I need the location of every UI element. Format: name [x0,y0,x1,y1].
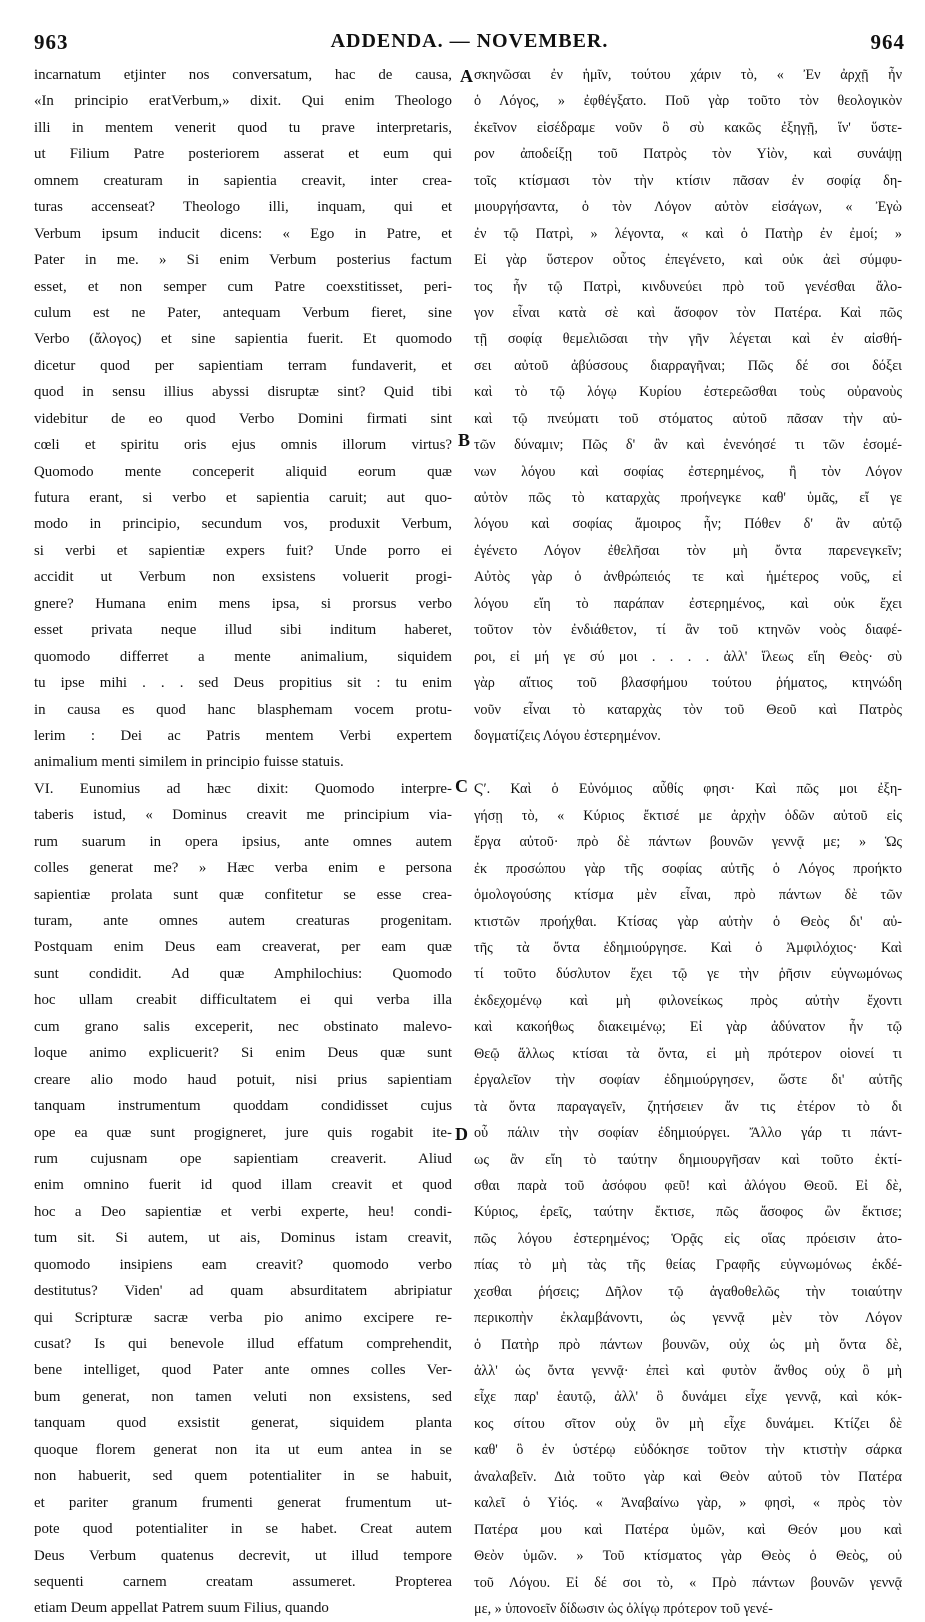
text-line: Verbo (ἄλογος) et sine sapientia fuerit. Et quomodo [34,331,452,348]
text-line: τὰ ὄντα παραγαγεῖν, ζητήσειεν ἄν τις ἐτέρον τὸ δι [474,1098,902,1115]
text-line: ope ea quæ sunt progigneret, jure quis rogabit ite- [34,1124,452,1141]
text-line: νοῦν εἶναι τὸ καταρχὰς τὸν τοῦ Θεοῦ καὶ Πατρὸς [474,701,902,718]
text-line: ὁ Λόγος, » ἐφθέγξατο. Ποῦ γὰρ τοῦτο τὸν θεολογικὸν [474,93,902,110]
text-line: πῶς λόγου ἐστερημένος; Ὁρᾷς εἰς οἵας πρόεισιν ἀτο- [474,1230,902,1247]
text-line: τί τοῦτο δύσλυτον ἔχει τῷ γε τὴν ῥῆσιν εὐγνωμόνως [474,966,902,983]
text-line: pote quod potentialiter in se habet. Creat autem [34,1521,452,1538]
text-line: περικοπὴν ἐκλαμβάνοντι, ὡς γεννᾷ μὲν τὸν Λόγον [474,1310,902,1327]
text-line: quoque florem generat non ita ut eum antea in se [34,1441,452,1458]
text-line: animalium menti similem in principio fuisse statuis. [34,754,344,771]
text-line: καλεῖ ὁ Υἱός. « Ἀναβαίνω γὰρ, » φησὶ, « πρὸς τὸν [474,1495,902,1512]
text-line: Verbum ipsum inducit dicens: « Ego in Patre, et [34,225,452,242]
text-line: κτιστῶν προήχθαι. Κτίσας γὰρ αὐτὴν ὁ Θεὸς δι' αὐ- [474,913,902,930]
text-line: tum sit. Si autem, ut ais, Dominus istam creavit, [34,1230,452,1247]
text-line: in causa es quod hanc blasphemam vocem protu- [34,701,452,718]
greek-column [474,62,902,1622]
text-line: colles generat me? » Hæc verba enim e persona [34,860,452,877]
latin-paragraph-1 [34,62,452,776]
text-line: γήσῃ τὸ, « Κύριος ἔκτισέ με ἀρχὴν ὁδῶν αὐτοῦ εἰς [474,807,902,824]
text-line: Postquam enim Deus eam creaverat, per eam quæ [34,939,452,956]
text-line: ἐκδεχομένῳ καὶ μὴ φιλονείκως πρὸς αὐτὴν ἔχοντι [474,992,902,1009]
text-line: ως ἂν εἴη τὸ ταύτην δημιουργῆσαν καὶ τοῦτο ἐκτί- [474,1151,902,1168]
text-line: σει αὐτοῦ ἀβύσσους διαρραγῆναι; Πῶς δέ σοι δόξει [474,357,902,374]
text-line: πίας τὸ μὴ τὰς τῆς θείας Γραφῆς εὐγνωμόνως ἐκδέ- [474,1257,902,1274]
text-line: «In principio eratVerbum,» dixit. Qui enim Theologo [34,93,452,110]
text-line: ut Filium Patre posteriorem asserat et eum qui [34,146,452,163]
text-line: loque animo explicuerit? Si enim Deus quæ sunt [34,1045,452,1062]
page-number-right: 964 [870,30,905,54]
text-line: ἐν τῷ Πατρὶ, » λέγοντα, « καὶ ὁ Πατὴρ ἐν ἐμοί; » [474,225,902,242]
text-line: Κύριος, ἐρεῖς, ταύτην ἔκτισε, πῶς ἄσοφος ὢν ἔκτισε; [474,1204,902,1221]
text-line: lerim : Dei ac Patris mentem Verbi expertem [34,727,452,744]
text-line: καὶ τῷ πνεύματι τοῦ στόματος αὐτοῦ πᾶσαν τὴν αὐ- [474,410,902,427]
text-line: accidit ut Verbum non exsistens voluerit progi- [34,569,452,586]
page-number-left: 963 [34,30,69,54]
text-line: τῇ σοφίᾳ θεμελιῶσαι τὴν γῆν λέγεται καὶ ἐν αἰσθή- [474,331,902,348]
text-line: Deus Verbum quatenus decrevit, ut illud tempore [34,1547,452,1564]
margin-marker-c: C [455,776,468,796]
text-line: esset privata neque illud sibi inditum haberet, [34,622,452,639]
text-line: hoc ullam creabit difficultatem ei qui verba illa [34,992,452,1009]
margin-marker-b: B [458,430,471,450]
text-line: quomodo insipiens eam creavit? quomodo verbo [34,1256,452,1273]
text-line: Πατέρα μου καὶ Πατέρα ὑμῶν, καὶ Θεόν μου καὶ [474,1521,902,1538]
text-line: κος σίτου σῖτον οὐχ ὃν μὴ εἶχε δυνάμει. Κτίζει δὲ [474,1415,902,1432]
text-line: με, » ὑπονοεῖν δίδωσιν ὡς ὀλίγῳ πρότερον τοῦ γενέ- [474,1600,773,1617]
text-line: destitutus? Viden' ad quam absurditatem abripiatur [34,1283,452,1300]
text-line: gnere? Humana enim mens ipsa, si prorsus verbo [34,595,452,612]
text-line: καὶ κακοήθως διακειμένῳ; Εἰ γὰρ ἀδύνατον ἦν τῷ [474,1019,902,1036]
text-line: Εἰ γὰρ ὕστερον οὗτος ἐπεγένετο, καὶ οὐκ ἀεὶ σύμφυ- [474,252,902,269]
text-line: taberis istud, « Dominus creavit me principium via- [34,807,452,824]
text-line: tanquam quod exsistit generat, siquidem planta [34,1415,452,1432]
text-line: τῆς τὰ ὄντα ἐδημιούργησε. Καὶ ὁ Ἀμφιλόχιος· Καὶ [474,940,902,956]
text-line: sapientiæ prolata sunt quæ confitetur se esse crea- [34,886,452,903]
text-line: cusat? Is qui benevole illud effatum comprehendit, [34,1336,452,1352]
text-line: si verbi et sapientiæ expers fuit? Unde porro ei [34,542,452,559]
text-line: videbitur de eo quod Verbo Domini firmati sint [34,410,452,427]
text-line: μιουργήσαντα, ὁ τὸν Λόγον αὐτὸν εἰσάγων, « Ἐγὼ [474,199,902,216]
text-line: bene intelliget, quod Pater ante omnes colles Ver- [34,1362,452,1379]
text-line: sequenti carnem creatam assumeret. Propterea [34,1573,452,1590]
text-line: ἀλλ' ὡς ὄντα γεννᾷ· ἐπεὶ καὶ φυτὸν ἄνθος οὐχ ὃ μὴ [474,1363,902,1379]
text-line: ἔργα αὐτοῦ· πρὸ δὲ πάντων βουνῶν γεννᾷ με; » Ὡς [474,834,902,851]
text-line: rum suarum in opera ipsius, ante omnes autem [34,833,452,850]
text-line: εἶχε παρ' ἑαυτῷ, ἀλλ' ὃ δυνάμει εἶχε γεννᾷ, καὶ κόκ- [474,1389,902,1406]
text-line: incarnatum etjinter nos conversatum, hac de causa, [34,67,452,83]
text-line: τοῖς κτίσμασι τὸν τὴν κτίσιν πᾶσαν ἐν σοφίᾳ δη- [474,172,902,189]
text-line: ὁμολογούσης κτίσμα μὲν εἶναι, πρὸ πάντων δὲ τῶν [474,887,902,904]
text-line: et pariter granum frumenti generat frumentum ut- [34,1494,452,1511]
text-line: tu ipse mihi . . . sed Deus propitius sit : tu enim [34,675,452,692]
text-line: cœli et spiritu oris ejus omnis illorum virtus? [34,437,452,454]
text-line: ρον ἀποδείξῃ τοῦ Πατρὸς τὸν Υἱὸν, καὶ συνάψῃ [474,146,902,163]
text-line: τοῦ Λόγου. Εἰ δέ σοι τὸ, « Πρὸ πάντων βουνῶν γεννᾷ [474,1574,902,1591]
paragraph-gap [474,749,902,776]
text-line: καθ' ὃ ἐν ὑστέρῳ εὐδόκησε τοῦτον τὴν κτιστὴν σάρκα [474,1442,902,1459]
text-line: enim omnino fuerit id quod illam creavit et quod [34,1177,452,1194]
text-line: σκηνῶσαι ἐν ἡμῖν, τούτου χάριν τὸ, « Ἐν ἀρχῇ ἦν [474,67,902,83]
text-line: σθαι παρὰ τοῦ ἀσόφου φεῦ! καὶ ἀλόγου Θεοῦ. Εἰ δὲ, [474,1177,902,1194]
text-line: rum cujusnam ope sapientiam creaverit. Aliud [34,1150,452,1167]
text-line: δογματίζεις Λόγου ἐστερημένον. [474,727,661,744]
latin-paragraph-2 [34,776,452,1622]
text-line: bum generat, non tamen veluti non exsistens, sed [34,1388,452,1405]
text-line: tanquam instrumentum quoddam condidisset cujus [34,1098,452,1115]
running-header [34,30,905,60]
text-line: ἀναλαβεῖν. Διὰ τοῦτο γὰρ καὶ Θεὸν αὐτοῦ τὸν Πατέρα [474,1468,902,1485]
text-line: Θεῷ ἄλλως κτίσαι τὰ ὄντα, εἰ μὴ πρότερον οἱονεί τι [474,1045,902,1062]
text-line: λόγου καὶ σοφίας ἄμοιρος ἦν; Πόθεν δ' ἂν αὐτῷ [474,516,902,533]
text-line: Pater in me. » Si enim Verbum posterius factum [34,252,452,269]
text-line: illi in mentem venerit quod tu prave interpretaris, [34,119,452,136]
greek-paragraph-1 [474,62,902,749]
text-line: hoc a Deo sapientiæ et verbi experte, heu! condi- [34,1203,452,1220]
text-line: ροι, εἰ μή γε σύ μοι . . . . ἀλλ' ἵλεως εἴη Θεὸς· σὺ [474,648,902,665]
text-line: creare alio modo haud potuit, nisi prius sapientiam [34,1071,452,1088]
text-line: γον εἶναι κατὰ σὲ καὶ ἄσοφον τὸν Πατέρα. Καὶ πῶς [474,304,902,321]
text-line: cum grano salis exceperit, nec obstinato malevo- [34,1018,452,1035]
latin-column [34,62,452,1622]
text-line: αὐτὸν πῶς τὸ καταρχὰς προήνεγκε καθ' ὑμᾶς, εἴ γε [474,490,902,506]
text-line: Quomodo mente conceperit aliquid eorum quæ [34,463,452,480]
text-line: τος ἦν τῷ Πατρὶ, κινδυνεύει πρὸ τοῦ γενέσθαι ἄλο- [474,278,902,295]
text-line: λόγου εἴη τὸ παράπαν ἐστερημένος, καὶ οὐκ ἔχει [474,595,902,612]
margin-marker-a: A [460,66,473,86]
text-line: sunt condidit. Ad quæ Amphilochius: Quomodo [34,965,452,982]
text-line: Θεὸν ὑμῶν. » Τοῦ κτίσματος γὰρ Θεὸς ὁ Θεὸς, οὐ [474,1548,902,1565]
text-line: esset, et non semper cum Patre coexstitisset, peri- [34,278,452,295]
text-line: τῶν δύναμιν; Πῶς δ' ἂν καὶ ἐνενόησέ τι τῶν ἐσομέ- [474,437,902,454]
text-line: non habuerit, sed quem potentialiter in se habuit, [34,1468,452,1485]
running-title: ADDENDA. — NOVEMBER. [330,30,609,52]
text-line: γὰρ αἴτιος τοῦ βλασφήμου τούτου ῥήματος, κτηνώδη [474,675,902,692]
text-line: οὗ πάλιν τὴν σοφίαν ἐδημιούργει. Ἄλλο γάρ τι πάντ- [474,1125,902,1142]
text-line: νων λόγου καὶ σοφίας ἐστερημένος, ἢ τὸν Λόγον [474,463,902,480]
text-line: ἐργαλεῖον τὴν σοφίαν ἐδημιούργησεν, ὥστε δι' αὐτῆς [474,1072,902,1089]
text-line: ἐκεῖνον εἰσέδραμε νοῦν ὃ σὺ κακῶς ἐξηγῇ, ἵν' ὕστε- [474,119,902,136]
text-line: χεσθαι ῥήσεις; Δῆλον τῷ ἀγαθοθελῶς τὴν τοιαύτην [474,1283,902,1300]
text-line: qui Scripturæ sacræ verba pio animo excipere re- [34,1309,452,1326]
text-line: turam, ante omnes autem creaturas progenitam. [34,913,452,929]
text-line: dicetur quod per sapientiam terram fundaverit, et [34,357,452,374]
text-line: etiam Deum appellat Patrem suum Filius, quando [34,1600,329,1617]
text-line: τοῦτον τὸν ἐνδιάθετον, τί ἂν τοῦ κτηνῶν νοὸς διαφέ- [474,622,902,639]
text-line: VI. Eunomius ad hæc dixit: Quomodo interpre- [34,780,452,797]
greek-paragraph-2 [474,776,902,1622]
text-line: quod in sensu illius abyssi disruptæ sint? Quid tibi [34,384,452,401]
text-line: ἐκ προσώπου γὰρ τῆς σοφίας αὐτῆς ὁ Λόγος προήκτο [474,860,902,877]
text-line: Αὐτὸς γὰρ ὁ ἀνθρώπειός τε καὶ ἡμέτερος νοῦς, εἰ [474,569,902,586]
text-line: Ϛʹ. Καὶ ὁ Εὐνόμιος αὖθίς φησι· Καὶ πῶς μοι ἐξη- [474,781,902,798]
text-line: quomodo differret a mente animalium, siquidem [34,648,452,665]
text-line: ὁ Πατὴρ πρὸ πάντων βουνῶν, οὐχ ὡς μὴ ὄντα δὲ, [474,1336,902,1353]
text-line: turas accenseat? Theologo illi, inquam, qui et [34,199,452,216]
text-line: modo in principio, secundum vos, produxit Verbum, [34,516,452,533]
text-line: καὶ τὸ τῷ λόγῳ Κυρίου ἐστερεῶσθαι τοὺς οὐρανοὺς [474,384,902,401]
text-line: ἐγένετο Λόγον ἐθελῆσαι τὸν μὴ ὄντα παρενεγκεῖν; [474,542,902,559]
text-line: futura erant, si verbo et sapientia caruit; aut quo- [34,490,452,506]
margin-marker-d: D [455,1124,468,1144]
text-line: omnem creaturam in sapientia creavit, inter crea- [34,172,452,189]
text-line: culum est ne Pater, antequam Verbum fieret, sine [34,304,452,321]
